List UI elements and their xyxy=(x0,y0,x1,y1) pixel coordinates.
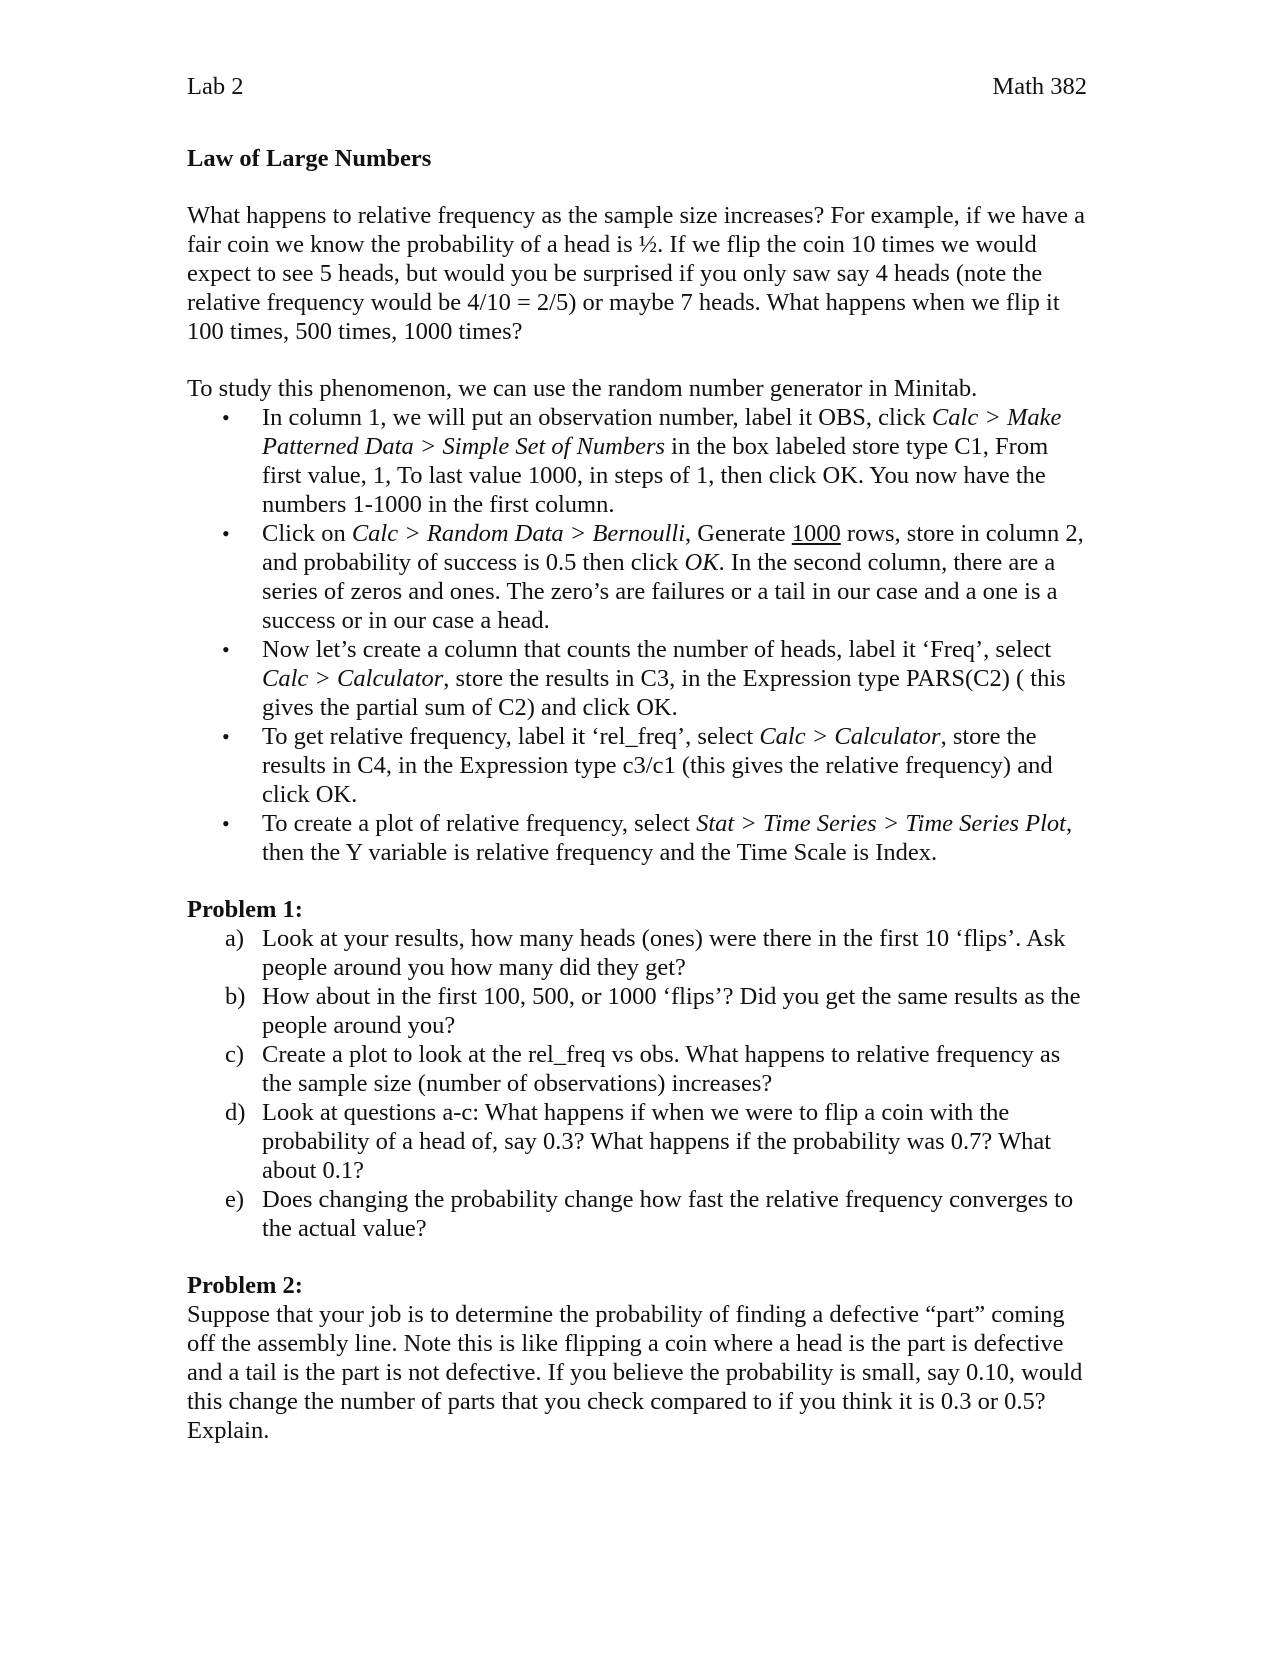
bullet-icon: • xyxy=(222,521,230,546)
underlined-value: 1000 xyxy=(791,520,841,547)
instruction-text: Now let’s create a column that counts the number of heads, label it ‘Freq’, select xyxy=(262,636,1052,663)
study-intro-paragraph: To study this phenomenon, we can use the random number generator in Minitab. xyxy=(187,375,978,402)
problem2-text: Suppose that your job is to determine the probability of finding a defective “part” coming off the assembly line. Note this is like flipping a coin where a head is the part is defective and a tail is the part is not defective. If you believe the probability is small, say 0.10, would this change the number of parts that you check compared to if you think it is 0.3 or 0.5? Explain. xyxy=(187,1301,1083,1444)
problem1-list xyxy=(187,924,1087,1243)
menu-path: OK xyxy=(684,549,719,576)
bullet-icon: • xyxy=(222,811,230,836)
list-item xyxy=(187,1185,1087,1243)
instruction-text: Click on xyxy=(262,520,352,547)
question-text: Create a plot to look at the rel_freq vs obs. What happens to relative frequency as the sample size (number of observations) increases? xyxy=(262,1041,1061,1097)
instruction-text: , then the Y variable is relative frequency and the Time Scale is Index. xyxy=(262,810,1073,866)
intro-paragraph: What happens to relative frequency as the sample size increases? For example, if we have a fair coin we know the probability of a head is ½. If we flip the coin 10 times we would expect to see 5 heads, but would you be surprised if you only saw say 4 heads (note the relative frequency would be 4/10 = 2/5) or maybe 7 heads. What happens when we flip it 100 times, 500 times, 1000 times? xyxy=(187,202,1085,345)
bullet-icon: • xyxy=(222,637,230,662)
header-lab-label: Lab 2 xyxy=(187,73,244,100)
instruction-text: rows, store in column 2, and probability of success is 0.5 then click xyxy=(262,520,1084,576)
list-item xyxy=(187,982,1087,1040)
item-marker: c) xyxy=(225,1041,245,1068)
instruction-text: , Generate xyxy=(685,520,792,547)
list-item xyxy=(187,809,1087,867)
question-text: Look at questions a-c: What happens if when we were to flip a coin with the probability of a head of, say 0.3? What happens if the probability was 0.7? What about 0.1? xyxy=(262,1099,1052,1184)
document-page xyxy=(187,72,1087,1445)
item-marker: d) xyxy=(225,1099,246,1126)
menu-path: Calc > Calculator xyxy=(262,665,444,692)
bullet-icon: • xyxy=(222,724,230,749)
instruction-list xyxy=(187,403,1087,867)
problem2-heading: Problem 2: xyxy=(187,1272,303,1299)
instruction-text: , store the results in C3, in the Expression type PARS(C2) ( this gives the partial sum of C2) and click OK. xyxy=(262,665,1066,721)
header-course-label: Math 382 xyxy=(992,73,1087,100)
instruction-text: To create a plot of relative frequency, select xyxy=(262,810,697,837)
instruction-text: , store the results in C4, in the Expression type c3/c1 (this gives the relative frequency) and click OK. xyxy=(262,723,1053,808)
list-item xyxy=(187,1040,1087,1098)
list-item xyxy=(187,519,1087,635)
item-marker: a) xyxy=(225,925,245,952)
question-text: Does changing the probability change how fast the relative frequency converges to the actual value? xyxy=(262,1186,1074,1242)
item-marker: b) xyxy=(225,983,246,1010)
list-item xyxy=(187,1098,1087,1185)
question-text: How about in the first 100, 500, or 1000 ‘flips’? Did you get the same results as the people around you? xyxy=(262,983,1081,1039)
menu-path: Stat > Time Series > Time Series Plot xyxy=(696,810,1066,837)
menu-path: Calc > Make Patterned Data > Simple Set of Numbers xyxy=(262,404,1062,460)
list-item xyxy=(187,924,1087,982)
instruction-text: In column 1, we will put an observation number, label it OBS, click xyxy=(262,404,932,431)
list-item xyxy=(187,722,1087,809)
bullet-icon: • xyxy=(222,405,230,430)
menu-path: Calc > Calculator xyxy=(759,723,941,750)
question-text: Look at your results, how many heads (ones) were there in the first 10 ‘flips’. Ask people around you how many did they get? xyxy=(262,925,1066,981)
document-title: Law of Large Numbers xyxy=(187,145,432,172)
problem1-heading: Problem 1: xyxy=(187,896,303,923)
page-header xyxy=(187,72,1087,101)
menu-path: Calc > Random Data > Bernoulli xyxy=(351,520,686,547)
spacer xyxy=(187,867,1087,895)
spacer xyxy=(187,1243,1087,1271)
instruction-text: . In the second column, there are a series of zeros and ones. The zero’s are failures or a tail in our case and a one is a success or in our case a head. xyxy=(262,549,1058,634)
list-item xyxy=(187,403,1087,519)
item-marker: e) xyxy=(225,1186,245,1213)
instruction-text: in the box labeled store type C1, From first value, 1, To last value 1000, in steps of 1, then click OK. You now have the numbers 1-1000 in the first column. xyxy=(262,433,1049,518)
list-item xyxy=(187,635,1087,722)
instruction-text: To get relative frequency, label it ‘rel_freq’, select xyxy=(262,723,760,750)
